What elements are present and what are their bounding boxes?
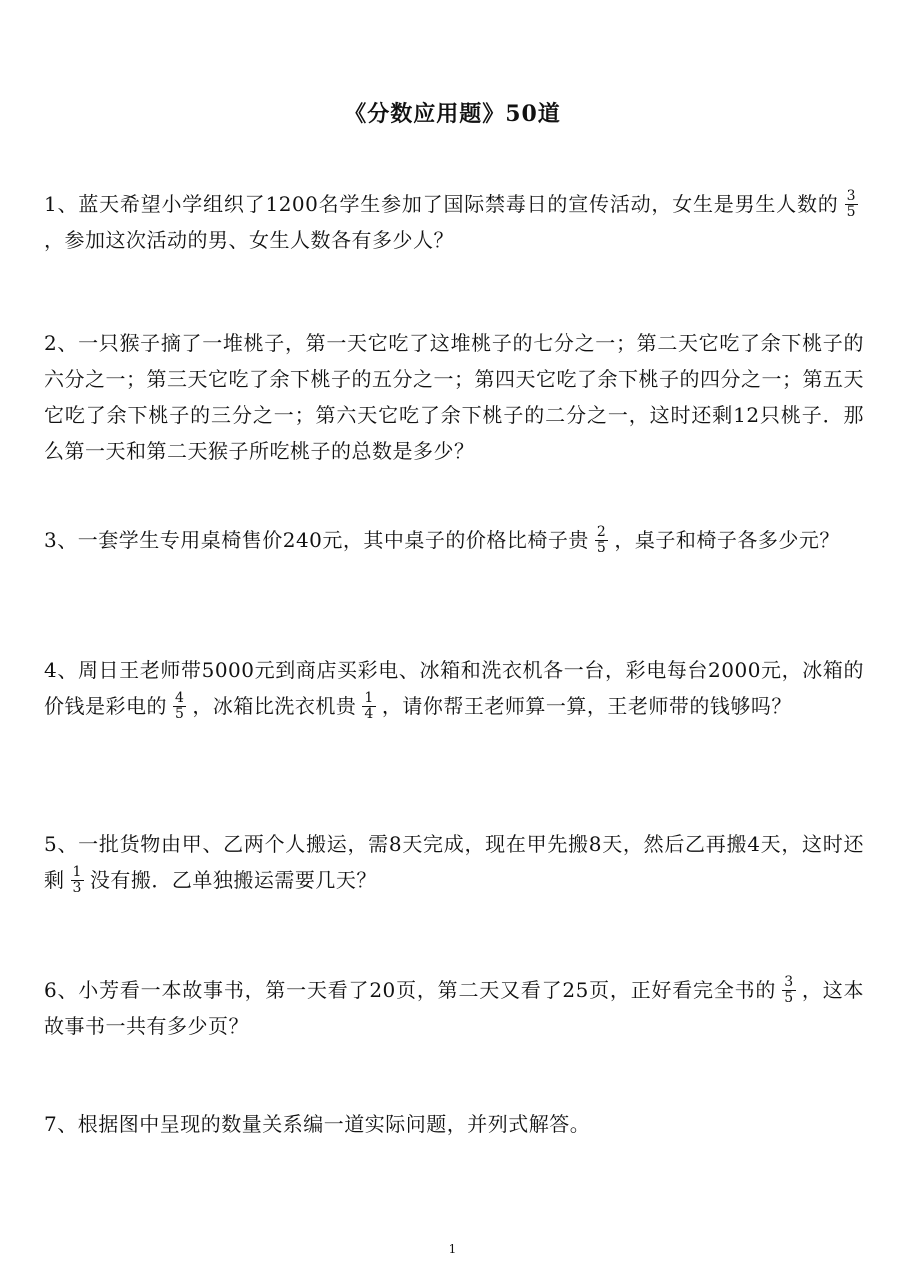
fraction (173, 691, 186, 722)
question-text: ，参加这次活动的男、女生人数各有多少人？ (44, 228, 454, 252)
fraction-denominator: 5 (175, 706, 185, 722)
question-text: ，这本故事书一共有多少页？ (44, 978, 865, 1038)
fraction (845, 189, 858, 220)
fraction-numerator: 2 (596, 524, 607, 540)
fraction-denominator: 5 (596, 540, 607, 556)
fraction-denominator: 5 (784, 990, 794, 1006)
question-text: 7、根据图中呈现的数量关系编一道实际问题，并列式解答。 (44, 1112, 591, 1136)
fraction-numerator: 4 (175, 690, 185, 706)
page-number: 1 (448, 1242, 457, 1256)
question-text: 4、周日王老师带5000元到商店买彩电、冰箱和洗衣机各一台，彩电每台2000元，冰箱的价钱是彩电的 (44, 658, 864, 718)
fraction-denominator: 4 (364, 706, 374, 722)
fraction-numerator: 3 (846, 188, 856, 204)
question-3 (44, 522, 864, 558)
question-6 (44, 972, 864, 1044)
fraction (71, 865, 84, 896)
question-text: 没有搬．乙单独搬运需要几天？ (89, 868, 377, 892)
question-text: ，冰箱比洗衣机贵 (192, 694, 357, 718)
question-text: 1、蓝天希望小学组织了1200名学生参加了国际禁毒日的宣传活动，女生是男生人数的 (44, 192, 839, 216)
fraction-numerator: 3 (784, 974, 794, 990)
fraction-numerator: 1 (364, 690, 374, 706)
question-4 (44, 652, 864, 724)
fraction (782, 975, 795, 1006)
question-1 (44, 186, 864, 258)
question-text: 6、小芳看一本故事书，第一天看了20页，第二天又看了25页，正好看完全书的 (44, 978, 777, 1002)
question-5 (44, 826, 864, 898)
fraction (595, 525, 608, 556)
question-7 (44, 1106, 864, 1142)
document-title: 《分数应用题》50道 (344, 101, 561, 127)
question-text: 2、一只猴子摘了一堆桃子，第一天它吃了这堆桃子的七分之一；第二天它吃了余下桃子的六分之一；第三天它吃了余下桃子的五分之一；第四天它吃了余下桃子的四分之一；第五天它吃了余下桃子的三分之一；第六天它吃了余下桃子的二分之一，这时还剩12只桃子．那么第一天和第二天猴子所吃桃子的总数是多少？ (44, 331, 864, 463)
question-text: 3、一套学生专用桌椅售价240元，其中桌子的价格比椅子贵 (44, 528, 589, 552)
fraction-denominator: 5 (846, 204, 856, 220)
fraction (362, 691, 375, 722)
question-text: ，请你帮王老师算一算，王老师带的钱够吗？ (381, 694, 792, 718)
question-text: 5、一批货物由甲、乙两个人搬运，需8天完成，现在甲先搬8天，然后乙再搬4天，这时还剩 (44, 832, 864, 892)
fraction-numerator: 1 (72, 864, 82, 880)
question-2 (44, 325, 864, 469)
fraction-denominator: 3 (72, 880, 82, 896)
question-text: ，桌子和椅子各多少元？ (614, 528, 840, 552)
